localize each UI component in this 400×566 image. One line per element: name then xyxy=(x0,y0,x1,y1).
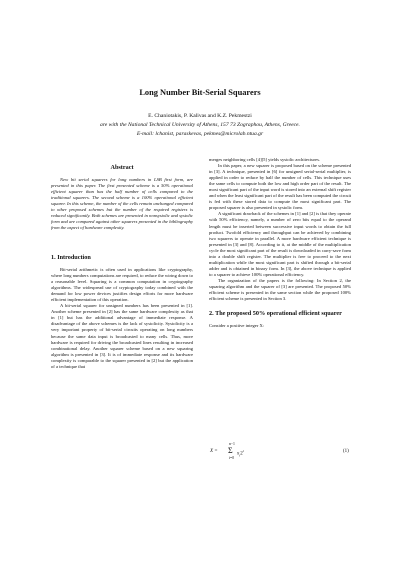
equation-rhs xyxy=(237,449,244,458)
equation-sigma: Σ xyxy=(228,446,233,455)
paper-title: Long Number Bit-Serial Squarers xyxy=(139,88,261,97)
equation-base: 2 xyxy=(240,451,243,457)
right-paragraph-0: merges neighboring cells [4][5] yields systolic architectures. xyxy=(209,157,321,162)
intro-paragraph-1: Bit-serial arithmetic is often used in applications like cryptography, where long numbers computations are required, to reduce the wiring down to a reasonable level. Squaring is a common computation in cryptography algorithms. The widespread use of cryptography today combined with the demand for low power devices justifies design efforts for more hardware efficient implementation of this operation. xyxy=(51,267,193,303)
paper-affiliation: are with the National Technical University of Athens, 157 73 Zographou, Athens, Greece. xyxy=(100,122,300,128)
equation-superscript: i xyxy=(242,449,244,453)
paper-authors: E. Chaniotakis, P. Kalivas and K.Z. Pekmestzi xyxy=(148,113,252,119)
paper-email: E-mail: lchanist, paraskevas, pekmes@microlab.ntua.gr xyxy=(136,131,264,137)
intro-heading: 1. Introduction xyxy=(51,254,91,261)
right-column xyxy=(209,157,351,329)
abstract-heading: Abstract xyxy=(110,164,134,171)
right-paragraph-4: Consider a positive integer X: xyxy=(209,323,265,329)
equation-number: (1) xyxy=(343,449,349,454)
right-paragraph-1: In this paper, a new squarer is proposed based on the scheme presented in [3]. A technique, presented in [6] for unsigned serial-serial multiplier, is applied in order to reduce by half the number of cells. This technique uses the same cells to compute both the low and high order part of the result. The most significant part of the input word is stored into an external shift register and when the least significant part of the result has been computed the circuit is fed with these stored data to compute the most significant part. The proposed squarer is also presented in systolic form. xyxy=(209,163,351,211)
equation-x: x xyxy=(237,451,240,457)
equation-lhs: X = xyxy=(210,449,218,454)
right-paragraph-3: The organization of the papers is the following: In Section 2, the squaring algorithm and the squarer of [3] are presented. The proposed 50% efficient scheme is presented in the same section while the proposed 100% efficient scheme is presented in Section 3. xyxy=(209,277,351,302)
section2-heading: 2. The proposed 50% operational efficient squarer xyxy=(209,310,342,318)
equation-subscript: i xyxy=(239,453,241,458)
right-paragraph-2: A significant drawback of the schemes in [1] and [2] is that they operate with 50% efficiency, namely, a number of zero bits equal to the operand length must be inserted between successive input words to obtain the full product. Twofold efficiency and throughput can be achieved by combining two squarers to operate in parallel. A more hardware efficient technique is presented in [3] and [8]. According to it, at the middle of the multiplication cycle the most significant part of the result is downloaded in carry-save form into a double shift register. The multiplier is free to proceed to the next multiplication while the most significant part is shifted through a bit-serial adder and is obtained in binary form. In [3], the above technique is applied to a squarer to achieve 100% operational efficiency. xyxy=(209,211,351,277)
intro-paragraph-2: A bit-serial squarer for unsigned numbers has been presented in [1]. Another scheme presented in [2] has the same hardware complexity as that in [1] but has the additional advantage of immediate response. A disadvantage of the above schemes is the lack of systolicity. Systolicity is a very important property of bit-serial circuits operating on long numbers because the same data input is broadcasted to many cells. Thus, more hardware is required for driving the broadcasted lines resulting in increased combinational delay. Another squarer scheme based on a new squaring algorithm is presented in [3]. It is of immediate response and its hardware complexity is comparable to the squarer presented in [2] but the application of a technique that xyxy=(51,303,193,369)
abstract-text: New bit serial squarers for long numbers in LSB first form, are presented in this paper. The first presented scheme is a 50% operational efficient squarer than has the half number of cells compared to the traditional squarers. The second scheme is a 100% operational efficient squarer. In this scheme, the number of the cells remain unchanged compared to other proposed schemes but the number of the required registers is reduced significantly. Both schemes are presented in nonsystolic and systolic form and are compared against other squarers presented in the bibliography from the aspect of hardware complexity. xyxy=(51,177,193,231)
equation-lower-limit: i=0 xyxy=(229,456,235,460)
equation-upper-limit: n−1 xyxy=(229,442,235,446)
equation-1 xyxy=(210,449,218,454)
intro-section xyxy=(51,254,193,370)
left-column xyxy=(51,164,193,231)
